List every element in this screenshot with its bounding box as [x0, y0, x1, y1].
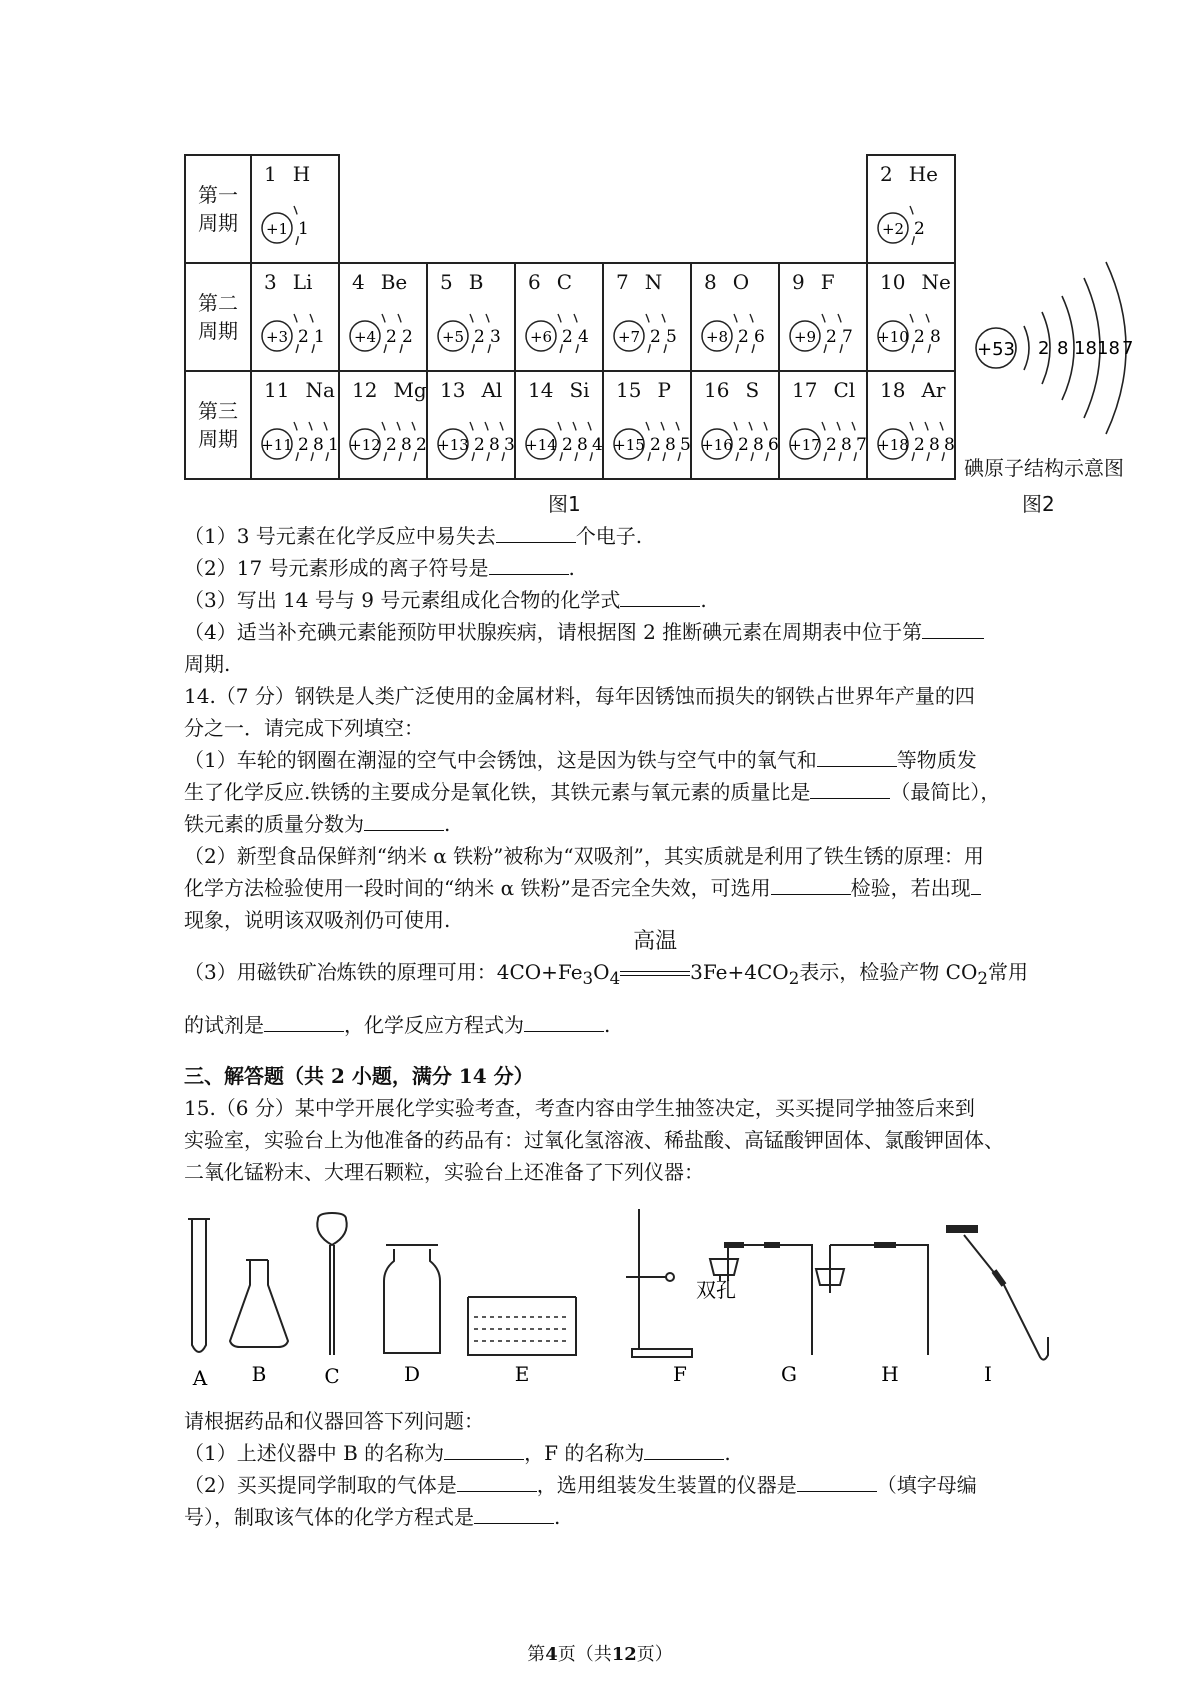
- element-cell-si: [515, 371, 603, 479]
- element-header: [528, 270, 572, 294]
- answer-blank[interactable]: [496, 520, 576, 543]
- nucleus-charge: +10: [877, 328, 909, 346]
- row-label-period-1: 第一 周期: [185, 155, 251, 263]
- q14-part-1-line-2: 生了化学反应.铁锈的主要成分是氧化铁，其铁元素与氧元素的质量比是 （最简比），: [184, 776, 1034, 808]
- element-symbol: H: [292, 162, 311, 186]
- electron-count: 7: [842, 327, 853, 347]
- apparatus-label-i: I: [984, 1362, 992, 1386]
- section-3-heading: 三、解答题（共 2 小题，满分 14 分）: [184, 1064, 534, 1088]
- atomic-number: 6: [528, 270, 541, 294]
- atomic-number: 3: [264, 270, 277, 294]
- element-symbol: Li: [292, 270, 313, 294]
- electron-count: 2: [416, 435, 427, 455]
- element-header: [616, 378, 671, 402]
- element-header: [528, 378, 590, 402]
- atom-structure-diagram: [344, 300, 428, 366]
- electron-count: 2: [914, 219, 925, 239]
- atom-structure-diagram: [872, 300, 956, 366]
- question-14: [184, 680, 1034, 1041]
- electron-count: 8: [929, 435, 940, 455]
- electron-count: 2: [650, 435, 661, 455]
- electron-count: 8: [841, 435, 852, 455]
- single-hole-stopper-icon: [816, 1245, 928, 1355]
- element-header: [880, 162, 938, 186]
- element-header: [264, 270, 312, 294]
- q14-part-2-line-3: 现象，说明该双吸剂仍可使用.: [184, 908, 451, 932]
- atom-structure-diagram: [696, 300, 780, 366]
- answer-blank[interactable]: [810, 776, 890, 799]
- iodine-nucleus-label: +53: [977, 339, 1015, 360]
- atom-structure-diagram: [432, 408, 516, 474]
- apparatus-label-e: E: [514, 1362, 530, 1386]
- atom-structure-diagram: [256, 300, 340, 366]
- q15-part-2-line-2: 号），制取该气体的化学方程式是 .: [184, 1501, 1034, 1533]
- figure-1-caption: 图1: [548, 492, 581, 516]
- electron-count: 8: [930, 327, 941, 347]
- answer-blank[interactable]: [817, 744, 897, 767]
- answer-blank[interactable]: [797, 1469, 877, 1492]
- answer-blank[interactable]: [474, 1501, 554, 1524]
- nucleus-charge: +8: [705, 328, 729, 346]
- nucleus-charge: +4: [353, 328, 377, 346]
- apparatus-label-g: G: [781, 1362, 797, 1386]
- electron-count: 2: [298, 435, 309, 455]
- element-cell-s: [691, 371, 779, 479]
- electron-count: 4: [592, 435, 603, 455]
- q14-part-2-line-1: （2）新型食品保鲜剂“纳米 α 铁粉”被称为“双吸剂”，其实质就是利用了铁生锈的原理：用: [184, 844, 984, 868]
- atom-structure-diagram: [872, 408, 956, 474]
- answer-blank[interactable]: [644, 1437, 724, 1460]
- apparatus-label-f: F: [673, 1362, 687, 1386]
- element-symbol: C: [556, 270, 573, 294]
- electron-count: 2: [386, 435, 397, 455]
- apparatus-label-h: H: [881, 1362, 899, 1386]
- iodine-atom-diagram: [966, 256, 1166, 446]
- electron-count: 2: [402, 327, 413, 347]
- electron-count: 2: [562, 327, 573, 347]
- element-symbol: Na: [305, 378, 335, 402]
- element-header: [792, 378, 855, 402]
- atom-structure-diagram: [344, 408, 428, 474]
- electron-count: 2: [562, 435, 573, 455]
- electron-count: 8: [489, 435, 500, 455]
- element-header: [352, 270, 407, 294]
- answer-blank[interactable]: [489, 552, 569, 575]
- element-header: [264, 162, 310, 186]
- element-symbol: S: [745, 378, 760, 402]
- nucleus-charge: +18: [877, 436, 909, 454]
- nucleus-charge: +15: [613, 436, 645, 454]
- atomic-number: 13: [440, 378, 466, 402]
- question-13-parts: [184, 520, 1034, 680]
- q15-prompt: 请根据药品和仪器回答下列问题：: [184, 1409, 484, 1433]
- element-symbol: Mg: [393, 378, 427, 402]
- atom-structure-diagram: [608, 300, 692, 366]
- electron-count: 1: [298, 219, 309, 239]
- q13-part-4: （4）适当补充碘元素能预防甲状腺疾病，请根据图 2 推断碘元素在周期表中位于第: [184, 616, 1034, 648]
- element-cell-al: [427, 371, 515, 479]
- reaction-condition: 高温: [620, 956, 690, 988]
- element-cell-n: [603, 263, 691, 371]
- element-symbol: Ne: [921, 270, 951, 294]
- electron-count: 3: [490, 327, 501, 347]
- apparatus-label-c: C: [324, 1364, 340, 1388]
- answer-blank[interactable]: [457, 1469, 537, 1492]
- thistle-funnel-icon: [317, 1213, 346, 1355]
- iodine-shell-2: 8: [1057, 338, 1069, 359]
- electron-count: 2: [474, 435, 485, 455]
- element-cell-p: [603, 371, 691, 479]
- element-cell-c: [515, 263, 603, 371]
- iodine-shell-4: 18: [1097, 338, 1120, 359]
- electron-count: 5: [680, 435, 691, 455]
- iodine-diagram-label: 碘原子结构示意图: [964, 456, 1124, 480]
- atomic-number: 17: [792, 378, 818, 402]
- nucleus-charge: +7: [617, 328, 641, 346]
- conical-flask-icon: [230, 1260, 288, 1347]
- nucleus-charge: +12: [349, 436, 381, 454]
- atomic-number: 10: [880, 270, 906, 294]
- apparatus-label-a: A: [192, 1366, 208, 1390]
- q13-part-3: （3）写出 14 号与 9 号元素组成化合物的化学式 .: [184, 584, 1034, 616]
- atom-structure-diagram: [608, 408, 692, 474]
- q15-intro-line-1: 15.（6 分）某中学开展化学实验考查，考查内容由学生抽签决定，买买提同学抽签后来到: [184, 1096, 975, 1120]
- electron-count: 2: [826, 435, 837, 455]
- electron-count: 2: [650, 327, 661, 347]
- iodine-shell-1: 2: [1038, 338, 1050, 359]
- atomic-number: 4: [352, 270, 365, 294]
- bent-delivery-tube-icon: [946, 1229, 1048, 1360]
- element-header: [264, 378, 335, 402]
- element-symbol: N: [644, 270, 663, 294]
- atomic-number: 9: [792, 270, 805, 294]
- electron-count: 3: [504, 435, 515, 455]
- atom-structure-diagram: [520, 408, 604, 474]
- electron-count: 8: [753, 435, 764, 455]
- answer-blank[interactable]: [922, 616, 984, 639]
- nucleus-charge: +14: [525, 436, 557, 454]
- iodine-shell-3: 18: [1074, 338, 1097, 359]
- answer-blank[interactable]: [364, 808, 444, 831]
- q13-part-4-cont: 周期.: [184, 652, 231, 676]
- element-cell-mg: [339, 371, 427, 479]
- water-trough-icon: [468, 1297, 576, 1355]
- electron-count: 2: [914, 435, 925, 455]
- nucleus-charge: +16: [701, 436, 733, 454]
- q15-part-1: （1）上述仪器中 B 的名称为 ，F 的名称为 .: [184, 1437, 1034, 1469]
- element-symbol: B: [468, 270, 484, 294]
- electron-count: 6: [754, 327, 765, 347]
- row-label-period-3: 第三 周期: [185, 371, 251, 479]
- element-cell-ne: [867, 263, 955, 371]
- element-header: [440, 378, 502, 402]
- answer-blank[interactable]: [771, 872, 851, 895]
- element-symbol: He: [908, 162, 939, 186]
- element-cell-li: [251, 263, 339, 371]
- atomic-number: 8: [704, 270, 717, 294]
- q14-intro-line-2: 分之一．请完成下列填空：: [184, 716, 424, 740]
- answer-blank[interactable]: [264, 1009, 344, 1032]
- element-cell-na: [251, 371, 339, 479]
- atomic-number: 18: [880, 378, 906, 402]
- atomic-number: 15: [616, 378, 642, 402]
- atomic-number: 14: [528, 378, 554, 402]
- element-cell-b: [427, 263, 515, 371]
- element-header: [704, 270, 749, 294]
- apparatus-label-d: D: [403, 1362, 421, 1386]
- atom-structure-diagram: [872, 192, 956, 258]
- atomic-number: 16: [704, 378, 730, 402]
- element-cell-cl: [779, 371, 867, 479]
- atomic-number: 7: [616, 270, 629, 294]
- nucleus-charge: +13: [437, 436, 469, 454]
- electron-count: 8: [665, 435, 676, 455]
- q15-intro-line-2: 实验室，实验台上为他准备的药品有：过氧化氢溶液、稀盐酸、高锰酸钾固体、氯酸钾固体、: [184, 1128, 1004, 1152]
- q14-part-1-line-3: 铁元素的质量分数为 .: [184, 808, 1034, 840]
- question-15-parts: [184, 1405, 1034, 1533]
- electron-count: 2: [914, 327, 925, 347]
- electron-count: 2: [826, 327, 837, 347]
- nucleus-charge: +5: [441, 328, 465, 346]
- electron-count: 1: [314, 327, 325, 347]
- electron-count: 8: [577, 435, 588, 455]
- double-hole-label: 双孔: [696, 1278, 736, 1302]
- iron-stand-icon: [626, 1209, 692, 1357]
- atomic-number: 1: [264, 162, 277, 186]
- electron-count: 2: [738, 435, 749, 455]
- element-header: [704, 378, 759, 402]
- nucleus-charge: +1: [265, 220, 289, 238]
- element-symbol: Be: [380, 270, 408, 294]
- atom-structure-diagram: [432, 300, 516, 366]
- gas-jar-icon: [384, 1245, 440, 1353]
- atomic-number: 12: [352, 378, 378, 402]
- element-header: [616, 270, 662, 294]
- electron-count: 7: [856, 435, 867, 455]
- element-header: [792, 270, 835, 294]
- nucleus-charge: +2: [881, 220, 905, 238]
- electron-count: 2: [738, 327, 749, 347]
- answer-blank[interactable]: [620, 584, 700, 607]
- electron-count: 8: [313, 435, 324, 455]
- nucleus-charge: +6: [529, 328, 553, 346]
- periodic-table: [184, 154, 956, 480]
- element-symbol: Si: [569, 378, 590, 402]
- element-header: [440, 270, 483, 294]
- atomic-number: 2: [880, 162, 893, 186]
- element-header: [880, 270, 951, 294]
- answer-blank[interactable]: [444, 1437, 524, 1460]
- q15-part-2-line-1: （2）买买提同学制取的气体是 ，选用组装发生装置的仪器是 （填字母编: [184, 1469, 1034, 1501]
- element-header: [880, 378, 945, 402]
- element-symbol: Ar: [921, 378, 946, 402]
- atom-structure-diagram: [256, 408, 340, 474]
- answer-blank[interactable]: [524, 1009, 604, 1032]
- element-cell-o: [691, 263, 779, 371]
- element-symbol: Cl: [833, 378, 856, 402]
- nucleus-charge: +11: [261, 436, 293, 454]
- figure-2-caption: 图2: [1022, 492, 1055, 516]
- nucleus-charge: +17: [789, 436, 821, 454]
- atom-structure-diagram: [784, 408, 868, 474]
- atom-structure-diagram: [696, 408, 780, 474]
- atom-structure-diagram: [784, 300, 868, 366]
- electron-count: 2: [474, 327, 485, 347]
- atomic-number: 5: [440, 270, 453, 294]
- q14-part-3-equation-line: （3）用磁铁矿冶炼铁的原理可用：$4CO+Fe_3O_4$ 高温 $3Fe+4CO_2$表示，检验产物 $CO_2$常用: [184, 929, 1028, 988]
- atomic-number: 11: [264, 378, 290, 402]
- element-cell-ar: [867, 371, 955, 479]
- test-tube-icon: [188, 1219, 210, 1352]
- q14-part-1-line-1: （1）车轮的钢圈在潮湿的空气中会锈蚀，这是因为铁与空气中的氧气和 等物质发: [184, 744, 1034, 776]
- electron-count: 6: [768, 435, 779, 455]
- element-symbol: Al: [481, 378, 503, 402]
- page-footer: 第4页（共12页）: [527, 1644, 673, 1665]
- element-symbol: P: [657, 378, 671, 402]
- element-cell-f: [779, 263, 867, 371]
- element-cell-h: [251, 155, 339, 263]
- nucleus-charge: +3: [265, 328, 289, 346]
- q14-intro-line-1: 14.（7 分）钢铁是人类广泛使用的金属材料，每年因锈蚀而损失的钢铁占世界年产量的四: [184, 684, 975, 708]
- element-cell-he: [867, 155, 955, 263]
- electron-count: 4: [578, 327, 589, 347]
- q14-part-2-line-2: 化学方法检验使用一段时间的“纳米 α 铁粉”是否完全失效，可选用 检验，若出现: [184, 872, 1034, 904]
- apparatus-figure: [184, 1205, 1144, 1395]
- electron-count: 8: [944, 435, 955, 455]
- apparatus-label-b: B: [251, 1362, 267, 1386]
- electron-count: 2: [386, 327, 397, 347]
- row-label-period-2: 第二 周期: [185, 263, 251, 371]
- element-header: [352, 378, 427, 402]
- electron-count: 1: [328, 435, 339, 455]
- electron-count: 5: [666, 327, 677, 347]
- atom-structure-diagram: [520, 300, 604, 366]
- nucleus-charge: +9: [793, 328, 817, 346]
- section-3: [184, 1060, 1034, 1188]
- electron-count: 8: [401, 435, 412, 455]
- element-symbol: O: [732, 270, 750, 294]
- q13-part-1: （1）3 号元素在化学反应中易失去 个电子.: [184, 520, 1034, 552]
- q15-intro-line-3: 二氧化锰粉末、大理石颗粒，实验台上还准备了下列仪器：: [184, 1160, 704, 1184]
- iodine-shell-5: 7: [1122, 338, 1134, 359]
- answer-blank[interactable]: [971, 872, 981, 895]
- element-cell-be: [339, 263, 427, 371]
- atom-structure-diagram: [256, 192, 340, 258]
- electron-count: 2: [298, 327, 309, 347]
- q13-part-2: （2）17 号元素形成的离子符号是 .: [184, 552, 1034, 584]
- element-symbol: F: [820, 270, 835, 294]
- q14-part-3-line-2: 的试剂是 ，化学反应方程式为 .: [184, 1009, 1034, 1041]
